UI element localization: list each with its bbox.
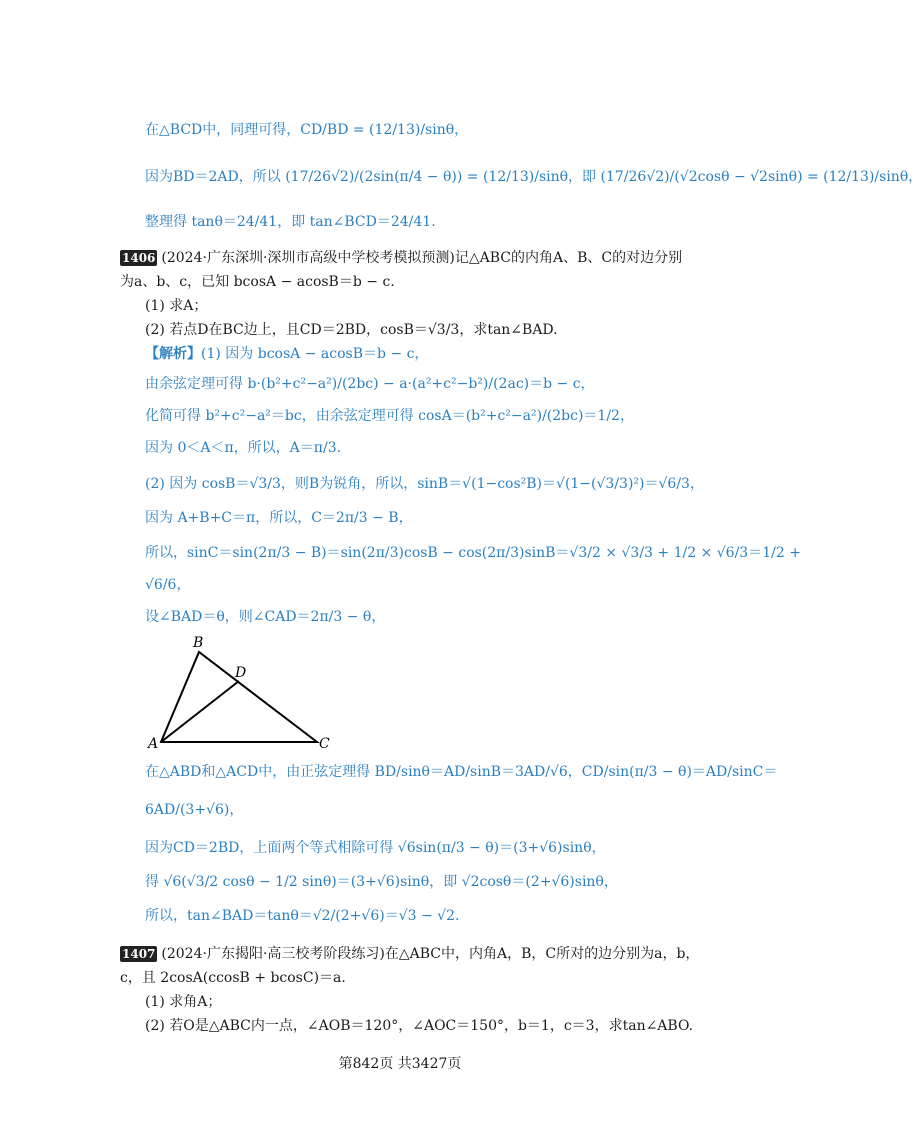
solution-line: 在△BCD中，同理可得，CD/BD = (12/13)/sinθ， [145, 122, 469, 138]
question-text: 为a、b、c，已知 bcosA − acosB＝b − c. [120, 274, 395, 290]
question-text: c，且 2cosA(ccosB + bcosC)＝a. [120, 970, 346, 986]
solution-line: 得 √6(√3/2 cosθ − 1/2 sinθ)＝(3+√6)sinθ，即 √2cosθ＝(2+√6)sinθ， [145, 874, 618, 890]
question-1407-header [120, 944, 699, 964]
label-a: A [148, 736, 159, 752]
segment-ad [161, 681, 239, 742]
label-c: C [319, 736, 330, 752]
question-part: (2) 若点D在BC边上，且CD＝2BD，cosB＝√3/3，求tan∠BAD. [145, 322, 558, 338]
question-source: (2024·广东深圳·深圳市高级中学校考模拟预测)记△ABC的内角A、B、C的对边分别 [161, 250, 683, 266]
solution-line: 在△ABD和△ACD中，由正弦定理得 BD/sinθ＝AD/sinB＝3AD/√6，CD/sin(π/3 − θ)＝AD/sinC＝ [145, 764, 778, 780]
solution-line: 所以，tan∠BAD＝tanθ＝√2/(2+√6)＝√3 − √2. [145, 908, 460, 924]
question-1406-header [120, 248, 682, 268]
solution-line: √6/6， [145, 577, 191, 593]
solution-line: 设∠BAD＝θ，则∠CAD＝2π/3 − θ， [145, 609, 386, 625]
question-part: (2) 若O是△ABC内一点，∠AOB＝120°，∠AOC＝150°，b＝1，c＝3，求tan∠ABO. [145, 1018, 694, 1034]
analysis-tag: 【解析】 [145, 346, 201, 362]
question-part: (1) 求A； [145, 298, 208, 314]
label-b: B [193, 635, 204, 651]
solution-line: 由余弦定理可得 b·(b²+c²−a²)/(2bc) − a·(a²+c²−b²)/(2ac)＝b − c， [145, 376, 595, 392]
solution-line: 因为CD＝2BD，上面两个等式相除可得 √6sin(π/3 − θ)＝(3+√6)sinθ， [145, 840, 606, 856]
solution-line: 所以，sinC＝sin(2π/3 − B)＝sin(2π/3)cosB − cos(2π/3)sinB＝√3/2 × √3/3 + 1/2 × √6/3＝1/2 + [145, 545, 801, 561]
solution-line [145, 344, 428, 364]
solution-line: 因为 0＜A＜π，所以，A＝π/3. [145, 440, 342, 456]
triangle-figure [145, 630, 345, 755]
solution-line: 整理得 tanθ＝24/41，即 tan∠BCD＝24/41. [145, 214, 436, 230]
question-number-badge: 1406 [122, 251, 156, 265]
page-footer: 第842页 共3427页 [338, 1056, 462, 1072]
solution-line: 6AD/(3+√6)， [145, 802, 244, 818]
question-part: (1) 求角A； [145, 994, 222, 1010]
solution-text: (1) 因为 bcosA − acosB＝b − c， [201, 346, 429, 362]
question-source: (2024·广东揭阳·高三校考阶段练习)在△ABC中，内角A，B，C所对的边分别为a，b， [161, 946, 700, 962]
solution-line: (2) 因为 cosB＝√3/3，则B为锐角，所以，sinB＝√(1−cos²B)＝√(1−(√3/3)²)＝√6/3， [145, 476, 704, 492]
label-d: D [235, 665, 247, 681]
solution-line: 因为BD＝2AD，所以 (17/26√2)/(2sin(π/4 − θ)) = (12/13)/sinθ，即 (17/26√2)/(√2cosθ − √2sinθ) = (12/13)/sinθ， [145, 169, 922, 185]
solution-line: 化简可得 b²+c²−a²＝bc，由余弦定理可得 cosA＝(b²+c²−a²)/(2bc)＝1/2， [145, 408, 634, 424]
solution-line: 因为 A+B+C＝π，所以，C＝2π/3 − B， [145, 510, 413, 526]
question-number-badge: 1407 [122, 947, 156, 961]
